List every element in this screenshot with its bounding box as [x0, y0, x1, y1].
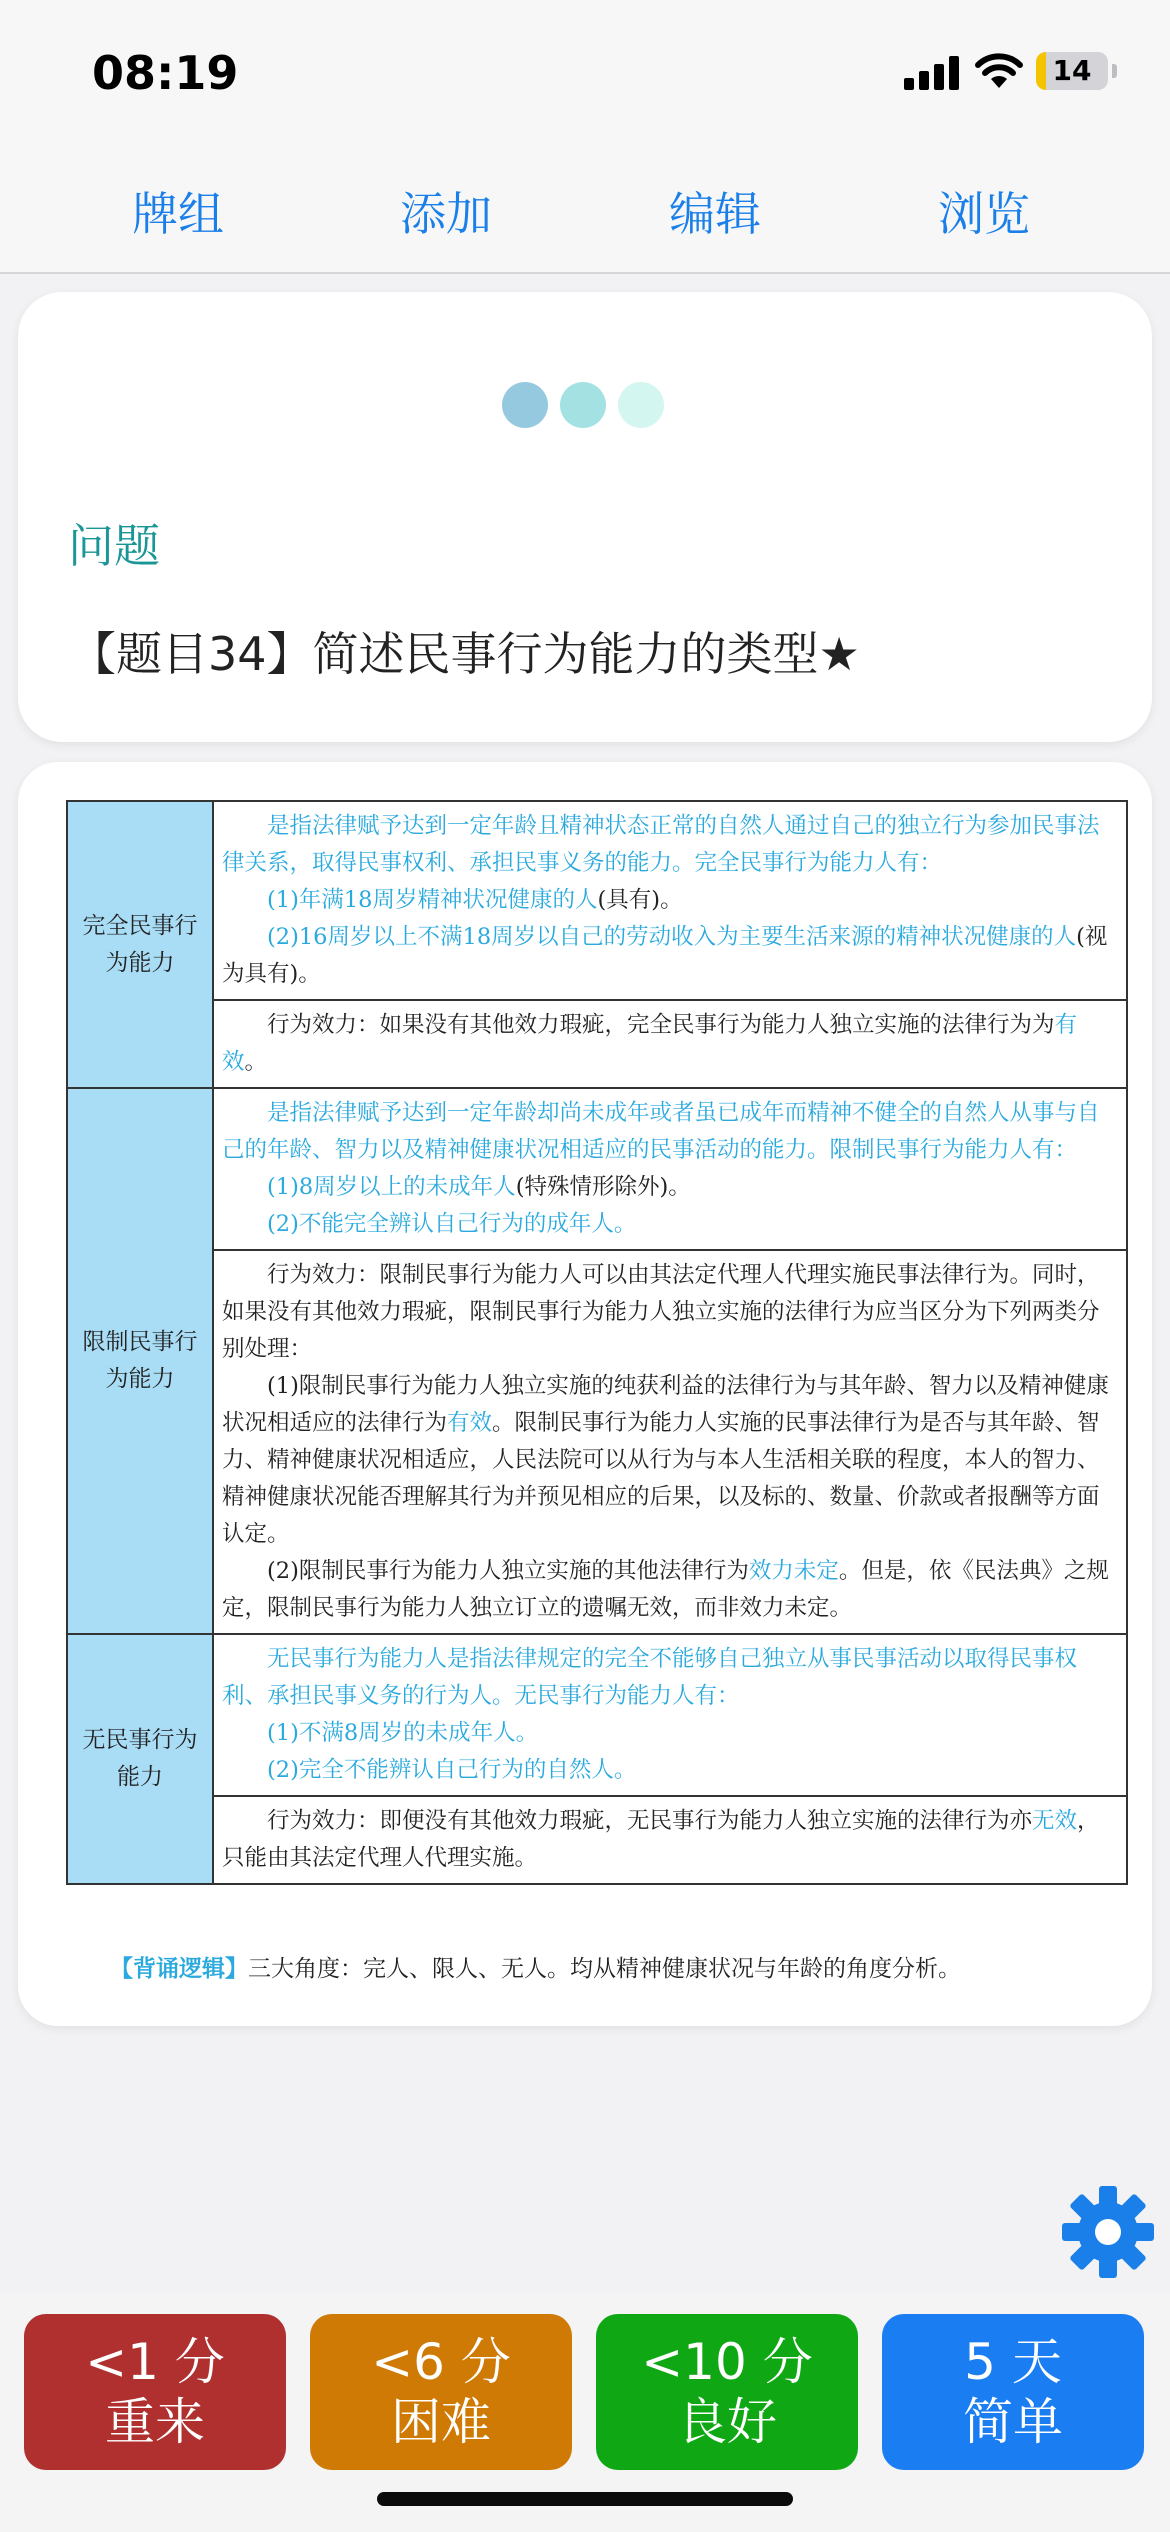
battery-icon: [1036, 52, 1108, 90]
gear-icon[interactable]: [1060, 2184, 1156, 2280]
progress-dot: [502, 382, 548, 428]
wifi-icon: [974, 52, 1024, 90]
hard-label: 困难: [391, 2393, 491, 2451]
status-time: 08:19: [92, 46, 239, 100]
limited-capacity-definition: [213, 1088, 1127, 1250]
question-text: 【题目34】简述民事行为能力的类型★: [70, 627, 860, 681]
easy-label: 简单: [963, 2393, 1063, 2451]
memo-tag: 【背诵逻辑】: [110, 1955, 248, 1982]
status-bar: [0, 0, 1170, 140]
full-capacity-header: 完全民事行为能力: [67, 801, 213, 1088]
definition-text: 是指法律赋予达到一定年龄且精神状态正常的自然人通过自己的独立行为参加民事法律关系，取得民事权利、承担民事义务的能力。完全民事行为能力人有：: [222, 813, 1100, 876]
question-label: 问题: [68, 519, 160, 573]
again-interval: <1 分: [85, 2333, 225, 2391]
list-item: (1)不满8周岁的未成年人。: [267, 1720, 539, 1746]
good-label: 良好: [677, 2393, 777, 2451]
progress-dot: [618, 382, 664, 428]
home-indicator: [377, 2492, 793, 2506]
question-card: [18, 292, 1152, 742]
answer-table: [66, 800, 1128, 1885]
list-item: (2)完全不能辨认自己行为的自然人。: [267, 1757, 637, 1783]
good-button[interactable]: [596, 2314, 858, 2470]
definition-text: 是指法律赋予达到一定年龄却尚未成年或者虽已成年而精神不健全的自然人从事与自己的年龄、智力以及精神健康状况相适应的民事活动的能力。限制民事行为能力人有：: [222, 1100, 1100, 1163]
battery-level: 14: [1052, 54, 1092, 87]
no-capacity-definition: [213, 1634, 1127, 1796]
nav-browse[interactable]: 浏览: [938, 187, 1030, 241]
answer-card: [18, 762, 1152, 2026]
hard-button[interactable]: [310, 2314, 572, 2470]
cellular-signal-icon: [904, 56, 960, 90]
no-capacity-effect: 行为效力：即便没有其他效力瑕疵，无民事行为能力人独立实施的法律行为亦无效，只能由其法定代理人代理实施。: [213, 1796, 1127, 1884]
no-capacity-header: 无民事行为能力: [67, 1634, 213, 1884]
limited-capacity-header: 限制民事行为能力: [67, 1088, 213, 1634]
full-capacity-effect: 行为效力：如果没有其他效力瑕疵，完全民事行为能力人独立实施的法律行为为有效。: [213, 1000, 1127, 1088]
hard-interval: <6 分: [371, 2333, 511, 2391]
list-item: (2)不能完全辨认自己行为的成年人。: [267, 1211, 637, 1237]
top-nav: [0, 140, 1170, 274]
memo-text: 三大角度：完人、限人、无人。均从精神健康状况与年龄的角度分析。: [248, 1956, 961, 1982]
again-button[interactable]: [24, 2314, 286, 2470]
nav-decks[interactable]: 牌组: [132, 187, 224, 241]
list-item: (2)16周岁以上不满18周岁以自己的劳动收入为主要生活来源的精神状况健康的人(视为具有)。: [222, 924, 1108, 987]
limited-capacity-effect: 行为效力：限制民事行为能力人可以由其法定代理人代理实施民事法律行为。同时，如果没有其他效力瑕疵，限制民事行为能力人独立实施的法律行为应当区分为下列两类分别处理： (1)限制民事行为能力人独立实施的纯获利益的法律行为与其年龄、智力以及精神健康状况相适应的法律行为有效。限制民事行为能力人实施的民事法律行为是否与其年龄、智力、精神健康状况相适应，人民法院可以从行为与本人生活相关联的程度，本人的智力、精神健康状况能否理解其行为并预见相应的后果，以及标的、数量、价款或者报酬等方面认定。 (2)限制民事行为能力人独立实施的其他法律行为效力未定。但是，依《民法典》之规定，限制民事行为能力人独立订立的遗嘱无效，而非效力未定。: [213, 1250, 1127, 1634]
nav-add[interactable]: 添加: [400, 187, 492, 241]
nav-edit[interactable]: 编辑: [669, 187, 761, 241]
memo-note: [110, 1950, 961, 1983]
easy-interval: 5 天: [964, 2333, 1062, 2391]
full-capacity-definition: [213, 801, 1127, 1000]
progress-dot: [560, 382, 606, 428]
again-label: 重来: [105, 2393, 205, 2451]
easy-button[interactable]: [882, 2314, 1144, 2470]
good-interval: <10 分: [641, 2333, 813, 2391]
definition-text: 无民事行为能力人是指法律规定的完全不能够自己独立从事民事活动以取得民事权利、承担民事义务的行为人。无民事行为能力人有：: [222, 1646, 1078, 1709]
answer-buttons-bar: [0, 2292, 1170, 2532]
list-item: (1)8周岁以上的未成年人(特殊情形除外)。: [267, 1174, 691, 1200]
list-item: (1)年满18周岁精神状况健康的人(具有)。: [267, 887, 683, 913]
